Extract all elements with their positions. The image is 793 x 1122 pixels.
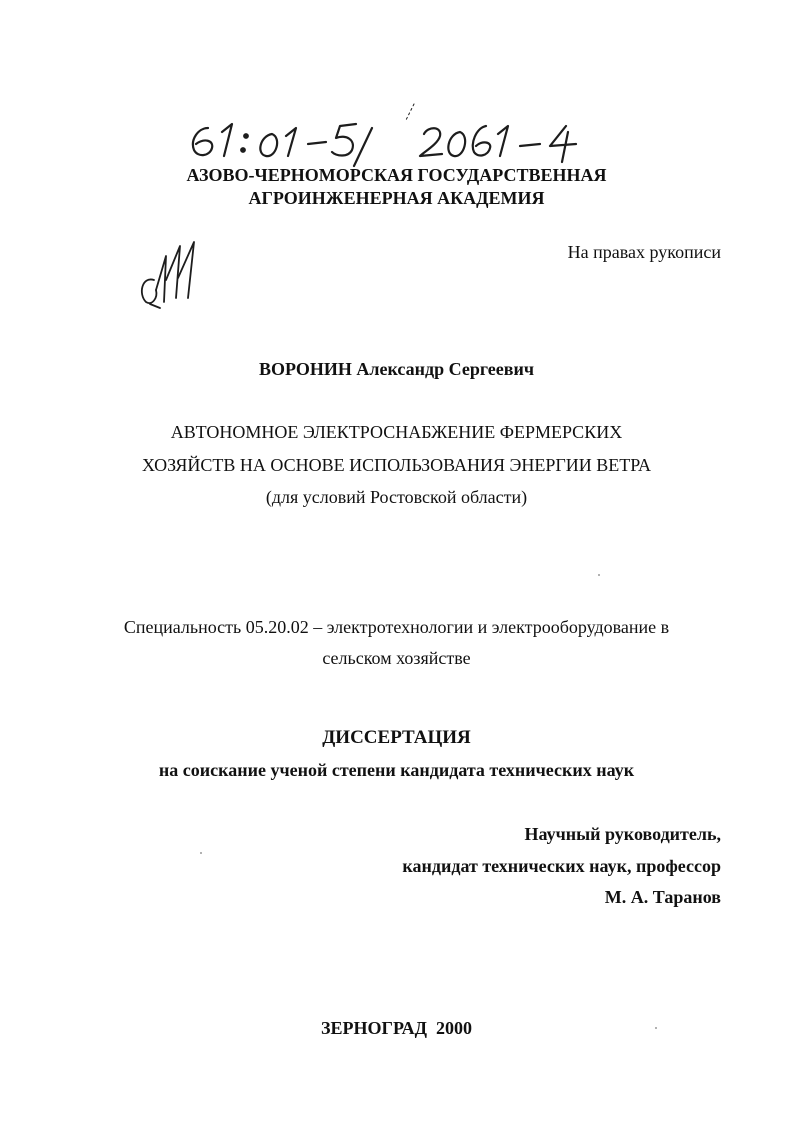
supervisor-name: М. А. Таранов: [604, 887, 721, 907]
author-name: [0, 358, 793, 380]
signature: [136, 236, 206, 312]
thesis-title-line-2: ХОЗЯЙСТВ НА ОСНОВЕ ИСПОЛЬЗОВАНИЯ ЭНЕРГИИ ВЕТРА: [141, 455, 651, 475]
specialty-line-1: Специальность 05.20.02 – электротехнологии и электрооборудование в: [123, 617, 670, 637]
handwritten-archive-number: [180, 98, 600, 168]
scan-speck: [655, 1027, 657, 1029]
place-year: ЗЕРНОГРАД 2000: [320, 1018, 473, 1038]
author-surname: ВОРОНИН: [259, 359, 352, 379]
thesis-title-line-1: АВТОНОМНОЕ ЭЛЕКТРОСНАБЖЕНИЕ ФЕРМЕРСКИХ: [170, 422, 623, 442]
work-type: ДИССЕРТАЦИЯ: [322, 727, 471, 748]
specialty-line-2: сельском хозяйстве: [322, 648, 471, 668]
institution-line-1: АЗОВО-ЧЕРНОМОРСКАЯ ГОСУДАРСТВЕННАЯ: [186, 165, 607, 185]
rights-note: На правах рукописи: [567, 242, 721, 262]
supervisor-credentials: кандидат технических наук, профессор: [402, 856, 721, 876]
scan-speck: [200, 852, 202, 854]
author-given-names: Александр Сергеевич: [356, 359, 534, 379]
supervisor-role: Научный руководитель,: [524, 824, 721, 844]
degree-line: на соискание ученой степени кандидата технических наук: [158, 760, 635, 780]
scan-speck: [598, 574, 600, 576]
institution-line-2: АГРОИНЖЕНЕРНАЯ АКАДЕМИЯ: [248, 188, 545, 208]
thesis-title-line-3: (для условий Ростовской области): [265, 487, 528, 507]
